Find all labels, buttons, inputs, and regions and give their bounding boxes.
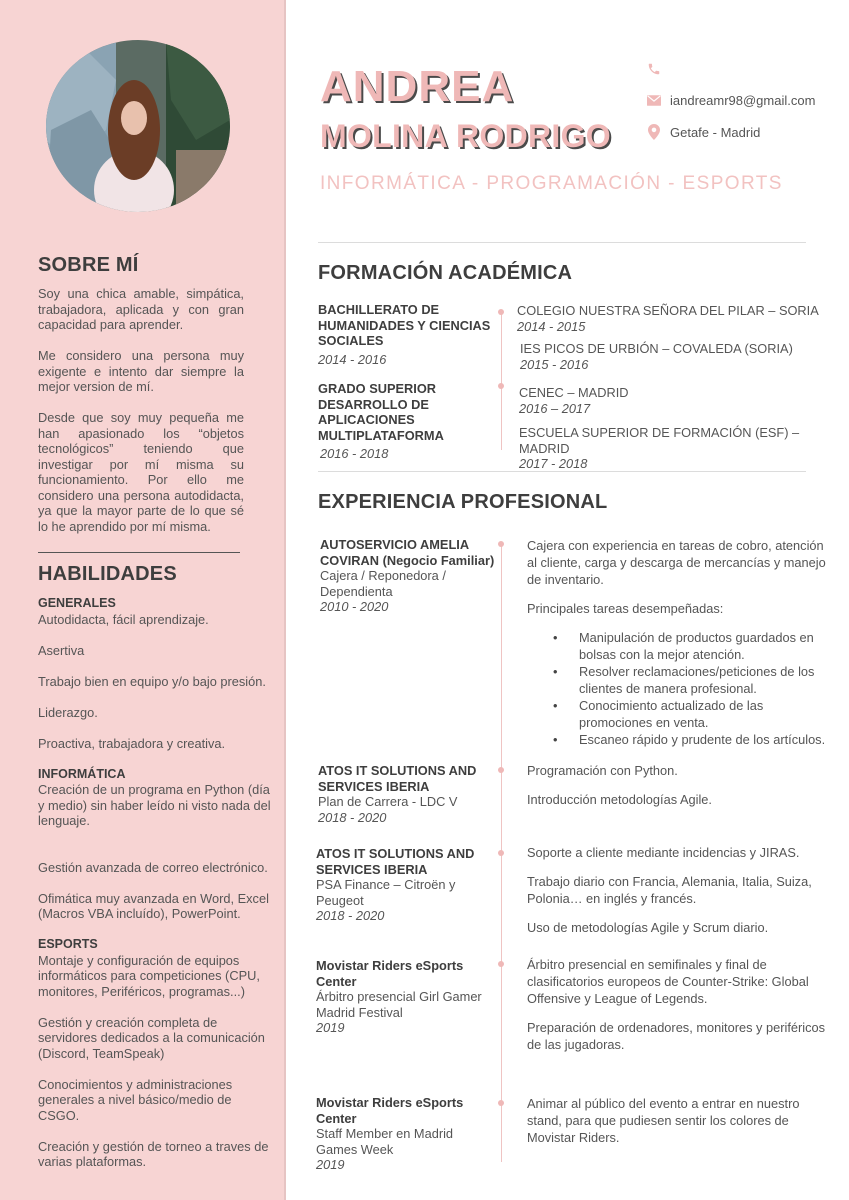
job-role: Plan de Carrera - LDC V [318, 794, 458, 809]
skill-item: Creación y gestión de torneo a traves de varias plataformas. [38, 1138, 269, 1169]
sidebar-divider [38, 552, 240, 553]
job-company: AUTOSERVICIO AMELIA COVIRAN (Negocio Familiar) [320, 537, 495, 568]
degree-title: BACHILLERATO DE HUMANIDADES Y CIENCIAS SOCIALES [318, 302, 491, 348]
job-dates: 2019 [316, 1157, 345, 1172]
job-dates: 2018 - 2020 [316, 908, 385, 923]
skill-item: Creación de un programa en Python (día y medio) sin haber leído ni visto nada del lenguaje. [38, 782, 271, 828]
timeline-dot [498, 309, 504, 315]
contact-location [646, 124, 760, 140]
degree-item [318, 381, 498, 462]
job-details [527, 1095, 827, 1158]
job-paragraph: Preparación de ordenadores, monitores y periféricos de las jugadoras. [527, 1020, 826, 1052]
skill-heading: ESPORTS [38, 937, 98, 951]
school-item [519, 425, 849, 472]
job-dates: 2018 - 2020 [318, 809, 387, 825]
list-item: • Escaneo rápido y prudente de los artículos. [579, 731, 827, 748]
subtitle: INFORMÁTICA - PROGRAMACIÓN - ESPORTS [320, 173, 783, 194]
job-summary [316, 1095, 496, 1173]
first-name: ANDREA [320, 62, 515, 111]
degree-item [318, 302, 498, 367]
job-summary [316, 958, 496, 1036]
profile-photo [46, 40, 230, 212]
job-details [527, 844, 827, 948]
location-pin-icon [646, 124, 662, 140]
education-title: FORMACIÓN ACADÉMICA [318, 262, 573, 284]
about-paragraph: Soy una chica amable, simpática, trabajadora, aplicada y con gran capacidad para aprender. [38, 286, 244, 332]
job-details [527, 762, 827, 820]
job-company: ATOS IT SOLUTIONS AND SERVICES IBERIA [316, 846, 475, 877]
job-paragraph: Animar al público del evento a entrar en nuestro stand, para que pudiesen sentir los colores de Movistar Riders. [527, 1096, 800, 1145]
school-item [519, 385, 629, 416]
job-paragraph: Introducción metodologías Agile. [527, 792, 712, 807]
school-name: CENEC – MADRID [519, 385, 629, 400]
school-dates: 2016 – 2017 [519, 400, 591, 416]
skill-item: Gestión avanzada de correo electrónico. [38, 859, 268, 875]
skill-group-esports [38, 937, 274, 1170]
contact-email-text[interactable]: iandreamr98@gmail.com [670, 92, 816, 108]
timeline-dot [498, 1100, 504, 1106]
about-paragraph: Me considero una persona muy exigente e intento dar siempre la mejor version de mí. [38, 348, 244, 394]
job-role: Cajera / Reponedora / Dependienta [320, 568, 446, 599]
job-paragraph: Uso de metodologías Agile y Scrum diario. [527, 920, 769, 935]
skill-item: Liderazgo. [38, 704, 98, 720]
contact-phone [646, 61, 670, 77]
skill-group-informatica [38, 767, 274, 922]
skill-item: Montaje y configuración de equipos informáticos para competiciones (CPU, monitores, Periféricos, programas...) [38, 952, 260, 999]
skill-item: Trabajo bien en equipo y/o bajo presión. [38, 673, 266, 689]
section-divider [318, 471, 806, 472]
list-item: • Manipulación de productos guardados en bolsas con la mejor atención. [579, 629, 827, 663]
phone-icon [646, 61, 662, 77]
last-name: MOLINA RODRIGO [320, 118, 611, 154]
job-details [527, 537, 827, 748]
email-icon [646, 92, 662, 108]
school-item [517, 303, 819, 334]
job-summary [320, 537, 500, 615]
school-dates: 2017 - 2018 [519, 456, 588, 471]
job-company: Movistar Riders eSports Center [316, 1095, 464, 1126]
contact-email[interactable] [646, 92, 815, 108]
skill-heading: INFORMÁTICA [38, 766, 126, 781]
timeline-dot [498, 961, 504, 967]
timeline-dot [498, 767, 504, 773]
skills-list [38, 596, 274, 1185]
job-paragraph: Soporte a cliente mediante incidencias y JIRAS. [527, 845, 800, 860]
skill-item: Asertiva [38, 642, 85, 658]
job-dates: 2010 - 2020 [320, 599, 389, 614]
contact-location-text: Getafe - Madrid [670, 124, 761, 140]
job-role: Staff Member en Madrid Games Week [316, 1126, 454, 1157]
job-paragraph: Trabajo diario con Francia, Alemania, Italia, Suiza, Polonia… en inglés y francés. [527, 874, 812, 906]
about-paragraph: Desde que soy muy pequeña me han apasionado los “objetos tecnológicos” teniendo que investigar por mí misma su funcionamiento. Por ello me considero una persona autodidacta, ya que la mayor parte de lo que sé lo he aprendido por mí misma. [38, 410, 244, 534]
about-title: SOBRE MÍ [38, 254, 139, 276]
job-summary [316, 846, 496, 924]
education-timeline [501, 312, 502, 450]
job-dates: 2019 [316, 1020, 345, 1035]
degree-dates: 2014 - 2016 [318, 351, 387, 367]
sidebar [0, 0, 286, 1200]
degree-title: GRADO SUPERIOR DESARROLLO DE APLICACIONES MULTIPLATAFORMA [318, 381, 444, 443]
job-paragraph: Cajera con experiencia en tareas de cobro, atención al cliente, carga y descarga de mercancías y manejo de inventario. [527, 538, 826, 587]
skill-item: Proactiva, trabajadora y creativa. [38, 735, 226, 751]
school-name: IES PICOS DE URBIÓN – COVALEDA (SORIA) [520, 341, 793, 356]
header-divider [318, 242, 806, 243]
job-bullets [527, 629, 827, 748]
school-name: ESCUELA SUPERIOR DE FORMACIÓN (ESF) – MADRID [519, 425, 800, 456]
skill-item: Autodidacta, fácil aprendizaje. [38, 611, 209, 627]
school-dates: 2015 - 2016 [520, 356, 589, 372]
timeline-dot [498, 383, 504, 389]
skill-heading: GENERALES [38, 596, 116, 610]
job-paragraph: Árbitro presencial en semifinales y final de clasificatorios europeos de Counter-Strike: Global Offensive y League of Legends. [527, 957, 809, 1006]
job-paragraph: Principales tareas desempeñadas: [527, 601, 724, 616]
about-text [38, 286, 244, 550]
timeline-dot [498, 850, 504, 856]
job-company: ATOS IT SOLUTIONS AND SERVICES IBERIA [318, 763, 477, 794]
skill-item: Gestión y creación completa de servidores dedicados a la comunicación (Discord, TeamSpeak) [38, 1014, 265, 1061]
skill-item: Conocimientos y administraciones generales a nivel básico/medio de CSGO. [38, 1076, 233, 1123]
job-summary [318, 763, 498, 825]
job-role: PSA Finance – Citroën y Peugeot [316, 877, 456, 908]
degree-dates: 2016 - 2018 [320, 446, 389, 461]
school-item [520, 341, 793, 372]
skill-item: Ofimática muy avanzada en Word, Excel (Macros VBA incluído), PowerPoint. [38, 890, 269, 921]
skills-title: HABILIDADES [38, 563, 177, 585]
job-company: Movistar Riders eSports Center [316, 958, 464, 989]
list-item: • Resolver reclamaciones/peticiones de los clientes de manera profesional. [579, 663, 827, 697]
job-paragraph: Programación con Python. [527, 763, 678, 778]
job-role: Árbitro presencial Girl Gamer Madrid Festival [316, 989, 482, 1020]
list-item: • Conocimiento actualizado de las promociones en venta. [579, 697, 827, 731]
skill-group-generales [38, 596, 274, 751]
experience-title: EXPERIENCIA PROFESIONAL [318, 491, 608, 513]
school-name: COLEGIO NUESTRA SEÑORA DEL PILAR – SORIA [517, 303, 819, 318]
school-dates: 2014 - 2015 [517, 318, 586, 334]
job-details [527, 956, 827, 1065]
